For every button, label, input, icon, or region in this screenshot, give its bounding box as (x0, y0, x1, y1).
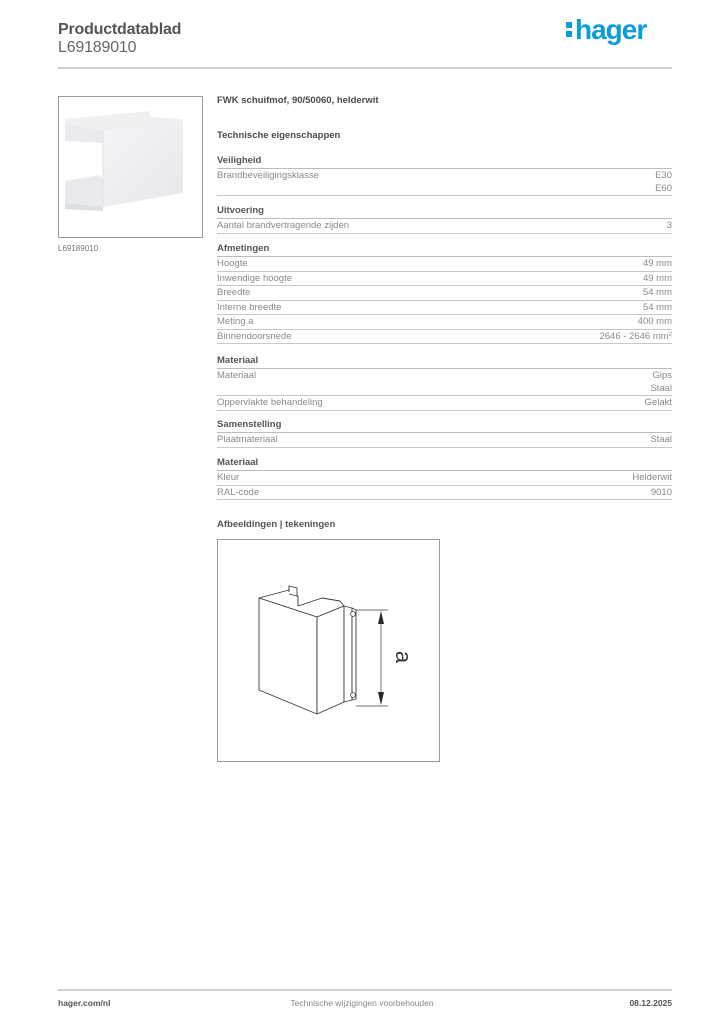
section-samenstelling (217, 419, 672, 448)
property-value: 3 (666, 220, 672, 231)
property-label: Oppervlakte behandeling (217, 397, 323, 408)
property-label: Binnendoorsnede (217, 330, 292, 342)
drawings-heading: Afbeeldingen | tekeningen (217, 519, 336, 530)
property-value: 49 mm (642, 258, 672, 269)
property-row (217, 286, 672, 301)
property-label: Plaatmateriaal (217, 434, 278, 445)
photo-caption: L69189010 (58, 244, 99, 253)
section-materiaal-kleur (217, 457, 672, 500)
property-row (217, 486, 672, 501)
footer-website-link[interactable]: hager.com/nl (58, 998, 111, 1008)
value-text: 2646 - 2646 mm (599, 330, 669, 342)
value-line: Gips (652, 370, 672, 381)
property-label: Brandbeveiligingsklasse (217, 170, 319, 181)
property-value (650, 370, 672, 395)
property-label: Hoogte (217, 258, 248, 269)
property-value: 54 mm (642, 301, 672, 313)
property-label: Kleur (217, 472, 240, 483)
property-value: Staal (650, 434, 672, 445)
section-title: Afmetingen (217, 243, 672, 257)
property-label: Materiaal (217, 370, 257, 381)
property-value: 9010 (650, 486, 672, 498)
property-row (217, 433, 672, 448)
property-row (217, 396, 672, 411)
technical-drawing (217, 539, 440, 762)
property-label: Aantal brandvertragende zijden (217, 220, 350, 231)
property-row (217, 330, 672, 345)
property-row (217, 471, 672, 486)
section-title: Materiaal (217, 457, 672, 471)
value-line: Staal (650, 382, 672, 394)
property-row (217, 169, 672, 196)
logo-text: hager (575, 14, 647, 45)
section-uitvoering (217, 205, 672, 234)
property-value: Helderwit (632, 472, 672, 483)
property-row (217, 315, 672, 330)
unit-superscript: 2 (668, 331, 672, 338)
article-number: L69189010 (58, 39, 137, 56)
technical-properties-heading: Technische eigenschappen (217, 130, 341, 141)
document-title: Productdatablad (58, 21, 182, 38)
product-title: FWK schuifmof, 90/50060, helderwit (217, 95, 379, 106)
property-row (217, 369, 672, 396)
property-value: 54 mm (642, 287, 672, 298)
section-title: Samenstelling (217, 419, 672, 433)
dimension-drawing-image (218, 540, 441, 763)
footer-date: 08.12.2025 (629, 998, 672, 1008)
property-value (599, 331, 672, 344)
property-value: 400 mm (637, 316, 672, 327)
section-veiligheid (217, 155, 672, 196)
section-materiaal (217, 355, 672, 411)
footer-divider (58, 989, 672, 991)
property-row (217, 257, 672, 272)
footer-disclaimer: Technische wijzigingen voorbehouden (290, 998, 434, 1008)
product-photo-image (59, 97, 203, 238)
section-title: Uitvoering (217, 205, 672, 219)
property-label: Inwendige hoogte (217, 272, 293, 284)
property-value: Gelakt (644, 397, 672, 408)
property-value (655, 170, 672, 195)
property-value: 49 mm (642, 272, 672, 284)
property-row (217, 272, 672, 287)
value-line: E30 (655, 170, 672, 181)
property-row (217, 301, 672, 316)
property-label: Breedte (217, 287, 251, 298)
section-title: Materiaal (217, 355, 672, 369)
dimension-label: a (391, 650, 416, 664)
property-label: Meting a (217, 316, 254, 327)
property-row (217, 219, 672, 234)
property-label: RAL-code (217, 486, 260, 498)
header-divider (58, 67, 672, 69)
section-title: Veiligheid (217, 155, 672, 169)
section-afmetingen (217, 243, 672, 344)
value-line: E60 (655, 182, 672, 194)
property-label: Interne breedte (217, 301, 282, 313)
product-photo (58, 96, 203, 238)
hager-logo (566, 14, 646, 46)
